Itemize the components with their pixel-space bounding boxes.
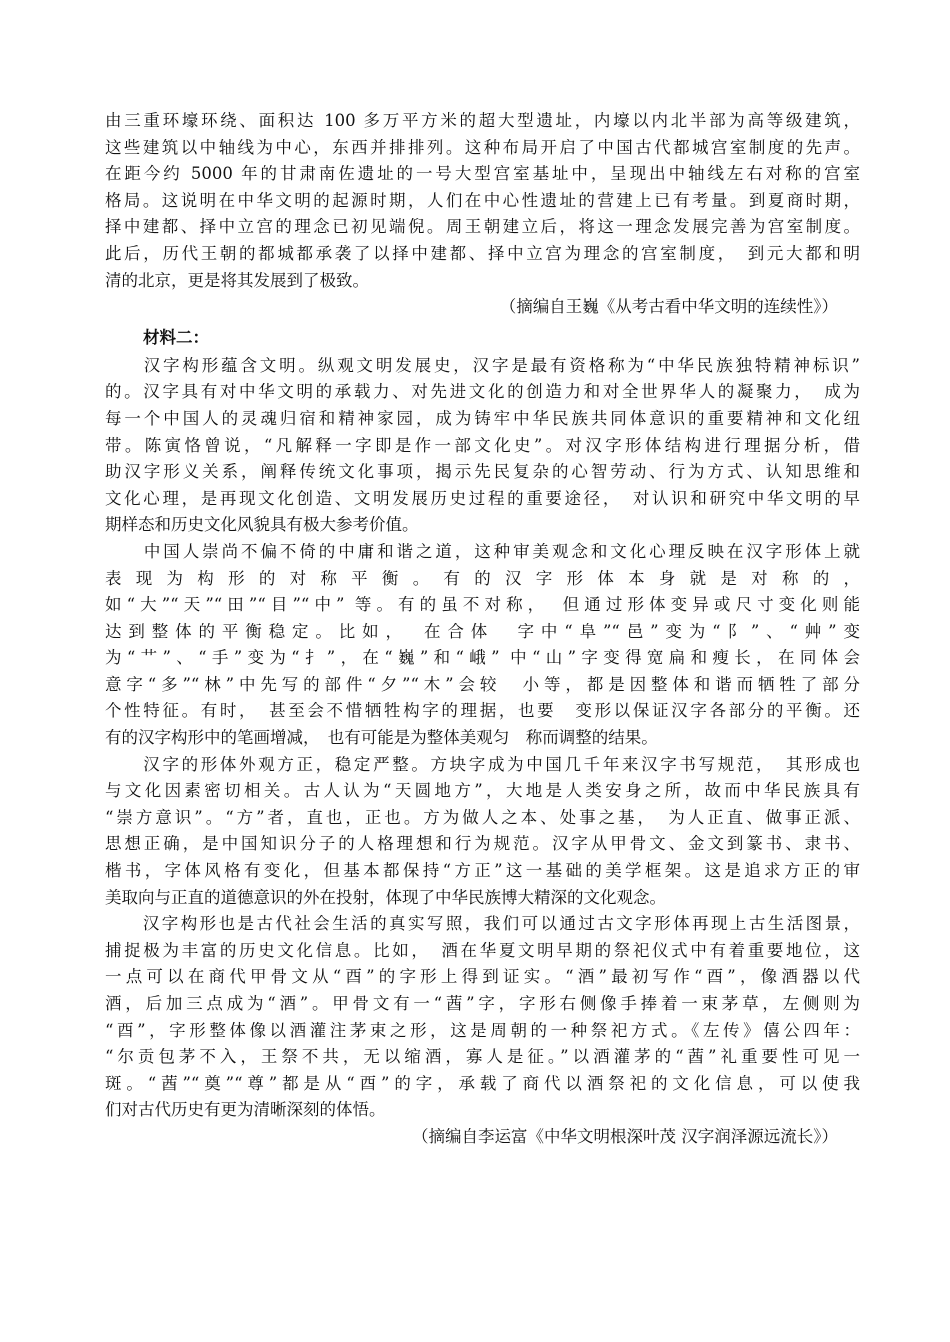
text-line: 在距今约 5000 年的甘肃南佐遗址的一号大型宫室基址中，呈现出中轴线左右对称的宫室 [105,164,860,184]
text-line: 与文化因素密切相关。古人认为“天圆地方”，大地是人类安身之所，故而中华民族具有 [105,781,860,801]
text-line: 思想正确，是中国知识分子的人格理想和行为规范。汉字从甲骨文、金文到篆书、隶书、 [105,834,860,854]
document-page [105,108,860,1151]
text-line: 们对古代历史有更为清晰深刻的体悟。 [105,1100,386,1120]
text-line: 格局。这说明在中华文明的起源时期，人们在中心性遗址的营建上已有考量。到夏商时期， [105,190,860,210]
text-line: 清的北京，更是将其发展到了极致。 [105,270,369,290]
text-line: 汉字的形体外观方正，稳定严整。方块字成为中国几千年来汉字书写规范， 其形成也 [105,754,860,774]
text-line: 斑。“莤”“奠”“尊”都是从“酉”的字，承载了商代以酒祭祀的文化信息，可以使我 [105,1073,860,1093]
source-citation: （摘编自王巍《从考古看中华文明的连续性》） [499,297,838,317]
text-line: 美取向与正直的道德意识的外在投射，体现了中华民族博大精深的文化观念。 [105,887,666,907]
text-line: 酒，后加三点成为“酒”。甲骨文有一“莤”字，字形右侧像手捧着一束茅草，左侧则为 [105,994,860,1013]
text-line: 捕捉极为丰富的历史文化信息。比如， 酒在华夏文明早期的祭祀仪式中有着重要地位，这 [105,940,860,960]
text-line: 如“大”“天”“田”“目”“中” 等。有的虽不对称， 但通过形体变异或尺寸变化则能 [105,595,860,615]
text-line: 择中建都、择中立宫的理念已初见端倪。周王朝建立后，将这一理念发展完善为宫室制度。 [105,217,860,237]
text-line: 一点可以在商代甲骨文从“酉”的字形上得到证实。“酒”最初写作“酉”，像酒器以代 [105,967,860,987]
text-line: 助汉字形义关系，阐释传统文化事项，揭示先民复杂的心智劳动、行为方式、认知思维和 [105,462,860,482]
text-line: 文化心理，是再现文化创造、文明发展历史过程的重要途径， 对认识和研究中华文明的早 [105,488,860,508]
text-line: “崇方意识”。“方”者，直也，正也。方为做人之本、处事之基， 为人正直、做事正派、 [105,807,860,827]
text-line: 期样态和历史文化风貌具有极大参考价值。 [105,515,419,535]
text-line: 带。陈寅恪曾说，“凡解释一字即是作一部文化史”。对汉字形体结构进行理据分析，借 [105,435,860,455]
paragraph-2 [105,539,860,752]
text-line: 表现为构形的对称平衡。有的汉字形体本身就是对称的， [105,568,860,588]
text-line: 个性特征。有时， 甚至会不惜牺牲构字的理据，也要 变形以保证汉字各部分的平衡。还 [105,701,860,721]
text-line: 汉字构形蕴含文明。纵观文明发展史，汉字是最有资格称为“中华民族独特精神标识” [105,355,860,375]
text-line: 由三重环壕环绕、面积达 100 多万平方米的超大型遗址，内壕以内北半部为高等级建筑， [105,111,860,130]
paragraph-4 [105,911,860,1124]
text-line: 汉字构形也是古代社会生活的真实写照，我们可以通过古文字形体再现上古生活图景， [105,914,860,934]
source-citation: （摘编自李运富《中华文明根深叶茂 汉字润泽源远流长》） [412,1126,838,1146]
text-line: 意字“多”“林”中先写的部件“夕”“木”会较 小等，都是因整体和谐而牺牲了部分 [105,674,860,694]
text-line: 达到整体的平衡稳定。比如， 在合体 字中“阜”“邑”变为“阝”、“艸”变 [105,621,860,641]
text-line: 每一个中国人的灵魂归宿和精神家园，成为铸牢中华民族共同体意识的重要精神和文化纽 [105,408,860,428]
text-line: 中国人崇尚不偏不倚的中庸和谐之道，这种审美观念和文化心理反映在汉字形体上就 [105,541,860,561]
paragraph-1 [105,353,860,539]
text-line: 楷书，字体风格有变化，但基本都保持“方正”这一基础的美学框架。这是追求方正的审 [105,861,860,881]
text-line: “酉”，字形整体像以酒灌注茅束之形，这是周朝的一种祭祀方式。《左传》僖公四年： [105,1020,860,1040]
text-line: 为“艹”、“手”变为“扌”，在“巍”和“峨” 中“山”字变得宽扁和瘦长，在同体会 [105,648,860,668]
text-line: “尔贡包茅不入，王祭不共，无以缩酒，寡人是征。”以酒灌茅的“莤”礼重要性可见一 [105,1047,860,1067]
text-line: 有的汉字构形中的笔画增减， 也有可能是为整体美观匀 称而调整的结果。 [105,728,658,748]
paragraph-3 [105,752,860,912]
text-line: 这些建筑以中轴线为中心，东西并排排列。这种布局开启了中国古代都城宫室制度的先声。 [105,137,860,157]
material-one-tail [105,108,860,321]
text-line: 的。汉字具有对中华文明的承载力、对先进文化的创造力和对全世界华人的凝聚力， 成为 [105,382,860,402]
material-two-heading: 材料二： [143,327,209,347]
text-line: 此后，历代王朝的都城都承袭了以择中建都、择中立宫为理念的宫室制度， 到元大都和明 [105,243,860,263]
